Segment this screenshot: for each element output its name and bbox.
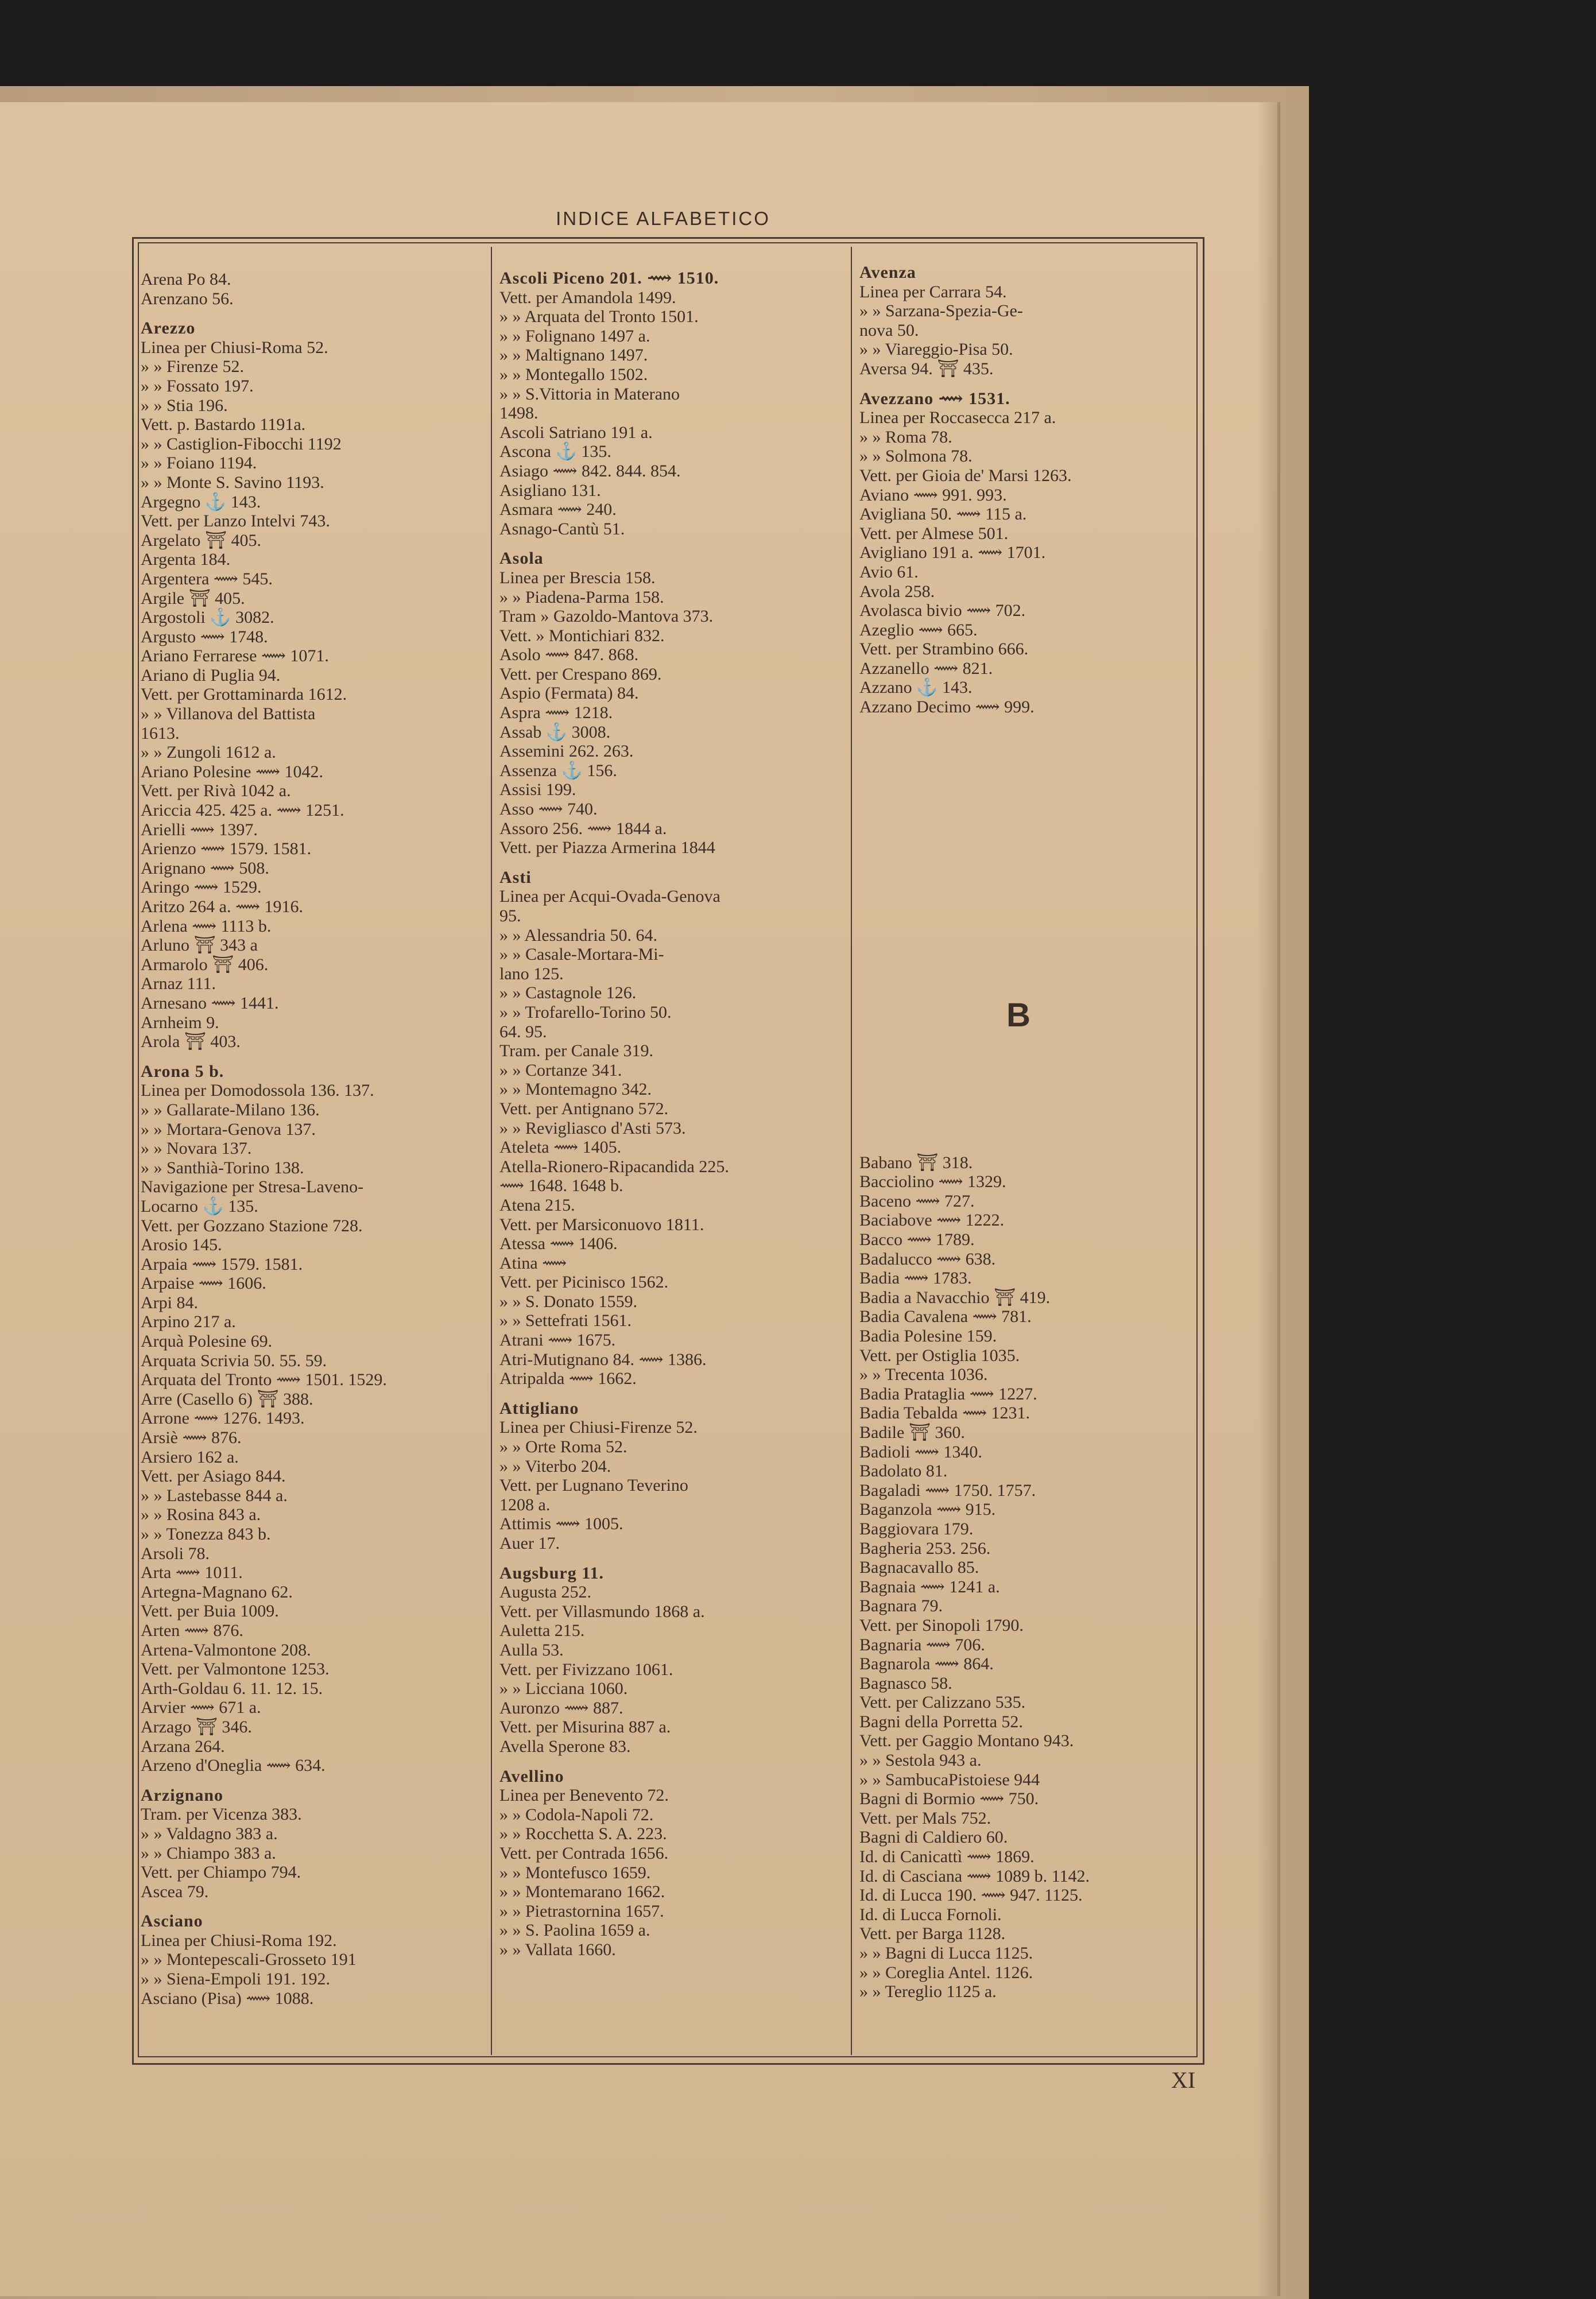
- page-number: XI: [1171, 2067, 1196, 2093]
- index-line: Avigliano 191 a. ⟿ 1701.: [859, 543, 1046, 563]
- index-line: Linea per Carrara 54.: [859, 282, 1007, 301]
- index-line: » » Zungoli 1612 a.: [141, 743, 276, 762]
- index-line: » » Castagnole 126.: [499, 983, 637, 1003]
- index-line: Aviano ⟿ 991. 993.: [859, 485, 1007, 505]
- index-line: » » Montegallo 1502.: [499, 365, 648, 384]
- index-line: Assemini 262. 263.: [499, 742, 634, 761]
- index-line: 95.: [499, 906, 521, 925]
- index-line: Azzanello ⟿ 821.: [859, 658, 993, 678]
- index-line: Id. di Casciana ⟿ 1089 b. 1142.: [859, 1866, 1090, 1886]
- index-line: Vett. per Buia 1009.: [141, 1602, 279, 1621]
- index-line: » » Casale-Mortara-Mi-: [499, 945, 664, 964]
- index-line: Argelato ⛩ 405.: [141, 530, 261, 550]
- index-line: Vett. per Antignano 572.: [499, 1099, 669, 1118]
- index-line: Asciano (Pisa) ⟿ 1088.: [141, 1988, 314, 2008]
- index-line: Bagnasco 58.: [859, 1673, 952, 1693]
- index-line: Linea per Acqui-Ovada-Genova: [499, 887, 720, 906]
- index-line: Vett. per Marsiconuovo 1811.: [499, 1215, 704, 1234]
- index-line: » » Arquata del Tronto 1501.: [499, 307, 699, 327]
- index-line: Assisi 199.: [499, 780, 576, 800]
- index-line: Vett. per Gaggio Montano 943.: [859, 1731, 1074, 1751]
- index-line: Arnaz 111.: [141, 974, 216, 994]
- index-line: » » SambucaPistoiese 944: [859, 1770, 1040, 1789]
- index-line: » » Roma 78.: [859, 427, 952, 447]
- index-line: Bagnaria ⟿ 706.: [859, 1635, 985, 1654]
- index-line: Linea per Roccasecca 217 a.: [859, 408, 1056, 428]
- index-line: Tram » Gazoldo-Mantova 373.: [499, 607, 714, 626]
- index-line: Asso ⟿ 740.: [499, 800, 598, 819]
- index-line: Badalucco ⟿ 638.: [859, 1249, 996, 1269]
- index-line: Arpi 84.: [141, 1293, 198, 1312]
- index-line: Auer 17.: [499, 1534, 560, 1553]
- index-line: Ascoli Piceno 201. ⟿ 1510.: [499, 269, 719, 288]
- index-line: Arosio 145.: [141, 1235, 222, 1255]
- index-line: Badioli ⟿ 1340.: [859, 1442, 982, 1461]
- index-line: » » Trofarello-Torino 50.: [499, 1002, 672, 1022]
- index-line: Arpaise ⟿ 1606.: [141, 1274, 266, 1293]
- index-line: Tram. per Canale 319.: [499, 1041, 654, 1061]
- index-line: Arth-Goldau 6. 11. 12. 15.: [141, 1678, 323, 1698]
- index-line: Babano ⛩ 318.: [859, 1153, 973, 1172]
- index-line: Baganzola ⟿ 915.: [859, 1500, 996, 1519]
- index-line: lano 125.: [499, 964, 564, 983]
- index-line: » » Solmona 78.: [859, 447, 973, 466]
- index-line: » » Montefusco 1659.: [499, 1863, 651, 1882]
- index-line: » » Mortara-Genova 137.: [141, 1119, 316, 1139]
- index-line: Auletta 215.: [499, 1621, 585, 1641]
- index-line: » » Viterbo 204.: [499, 1456, 611, 1476]
- index-line: 1208 a.: [499, 1495, 551, 1514]
- index-line: Baciabove ⟿ 1222.: [859, 1211, 1005, 1230]
- index-line: Avio 61.: [859, 562, 919, 581]
- index-line: Linea per Brescia 158.: [499, 568, 656, 587]
- index-line: Arre (Casello 6) ⛩ 388.: [141, 1389, 313, 1409]
- index-line: Artegna-Magnano 62.: [141, 1582, 293, 1602]
- index-line: Artena-Valmontone 208.: [141, 1640, 311, 1660]
- index-column-1: [141, 270, 387, 2008]
- index-line: Badia a Navacchio ⛩ 419.: [859, 1288, 1051, 1307]
- index-line: » » Lastebasse 844 a.: [141, 1486, 288, 1505]
- index-line: Argusto ⟿ 1748.: [141, 627, 268, 646]
- index-line: Avella Sperone 83.: [499, 1736, 631, 1756]
- index-line: » » Piadena-Parma 158.: [499, 587, 664, 607]
- index-line: » » Rosina 843 a.: [141, 1505, 261, 1525]
- index-line: Azzano Decimo ⟿ 999.: [859, 697, 1035, 717]
- index-line: Atina ⟿: [499, 1253, 567, 1273]
- index-line: Arquata del Tronto ⟿ 1501. 1529.: [141, 1370, 387, 1390]
- index-line: Vett. per Almese 501.: [859, 524, 1009, 543]
- index-line: Asmara ⟿ 240.: [499, 500, 617, 519]
- index-line: Badia ⟿ 1783.: [859, 1269, 972, 1288]
- index-line: Baggiovara 179.: [859, 1519, 974, 1538]
- index-line: » » S. Paolina 1659 a.: [499, 1921, 650, 1940]
- index-line: Arzeno d'Oneglia ⟿ 634.: [141, 1756, 326, 1775]
- index-line: Navigazione per Stresa-Laveno-: [141, 1177, 364, 1197]
- index-line: » » Bagni di Lucca 1125.: [859, 1944, 1033, 1963]
- index-line: » » Trecenta 1036.: [859, 1365, 988, 1385]
- index-line: » » Montepescali-Grosseto 191: [141, 1950, 357, 1970]
- index-line: Badia Tebalda ⟿ 1231.: [859, 1404, 1030, 1423]
- index-line: » » Gallarate-Milano 136.: [141, 1100, 320, 1119]
- index-line: Vett. per Amandola 1499.: [499, 288, 676, 307]
- index-line: Id. di Canicattì ⟿ 1869.: [859, 1847, 1035, 1867]
- index-line: Vett. per Ostiglia 1035.: [859, 1346, 1020, 1365]
- index-line: Id. di Lucca Fornoli.: [859, 1905, 1002, 1924]
- index-line: Arsiero 162 a.: [141, 1447, 239, 1467]
- index-line: Augsburg 11.: [499, 1563, 605, 1583]
- index-line: » » Sarzana-Spezia-Ge-: [859, 301, 1023, 321]
- index-line: Arvier ⟿ 671 a.: [141, 1698, 261, 1718]
- index-line: » » Coreglia Antel. 1126.: [859, 1963, 1033, 1982]
- index-line: Vett. per Asiago 844.: [141, 1467, 286, 1486]
- index-line: » » Pietrastornina 1657.: [499, 1901, 664, 1921]
- index-line: Asola: [499, 549, 544, 568]
- index-line: Linea per Chiusi-Firenze 52.: [499, 1418, 698, 1437]
- index-line: Badia Cavalena ⟿ 781.: [859, 1307, 1032, 1327]
- index-line: Arena Po 84.: [141, 270, 231, 289]
- index-line: Azzano ⚓ 143.: [859, 678, 973, 697]
- index-line: Ariccia 425. 425 a. ⟿ 1251.: [141, 801, 344, 820]
- index-line: Argegno ⚓ 143.: [141, 492, 261, 511]
- index-column-3: [859, 263, 1090, 2002]
- index-line: Assoro 256. ⟿ 1844 a.: [499, 819, 667, 838]
- index-line: Argenta 184.: [141, 550, 231, 569]
- index-line: Bagni di Bormio ⟿ 750.: [859, 1789, 1039, 1809]
- index-line: Vett. per Fivizzano 1061.: [499, 1660, 673, 1679]
- index-line: Aspra ⟿ 1218.: [499, 703, 613, 723]
- index-line: Arielli ⟿ 1397.: [141, 820, 258, 839]
- index-line: Id. di Lucca 190. ⟿ 947. 1125.: [859, 1886, 1083, 1905]
- index-line: » » S. Donato 1559.: [499, 1292, 637, 1311]
- index-line: Aritzo 264 a. ⟿ 1916.: [141, 897, 303, 916]
- index-line: Arnesano ⟿ 1441.: [141, 993, 279, 1013]
- index-line: » » Rocchetta S. A. 223.: [499, 1824, 667, 1844]
- index-line: Arezzo: [141, 319, 196, 338]
- index-line: Arola ⛩ 403.: [141, 1032, 241, 1052]
- index-line: » » Fossato 197.: [141, 376, 254, 396]
- index-line: Arzago ⛩ 346.: [141, 1717, 252, 1736]
- index-line: Tram. per Vicenza 383.: [141, 1805, 302, 1824]
- index-line: Argostoli ⚓ 3082.: [141, 608, 274, 627]
- index-line: Argile ⛩ 405.: [141, 588, 245, 608]
- index-line: Asciano: [141, 1912, 203, 1931]
- index-line: Vett. per Gioia de' Marsi 1263.: [859, 466, 1072, 485]
- index-line: Linea per Domodossola 136. 137.: [141, 1081, 374, 1100]
- index-column-2: [499, 269, 729, 1959]
- index-line: » » Settefrati 1561.: [499, 1311, 632, 1331]
- index-line: Bagnara 79.: [859, 1596, 943, 1616]
- index-line: » » Alessandria 50. 64.: [499, 925, 657, 945]
- index-line: » » Vallata 1660.: [499, 1940, 616, 1959]
- index-line: » » Montemagno 342.: [499, 1080, 652, 1099]
- index-line: Avola 258.: [859, 581, 935, 601]
- index-line: Assab ⚓ 3008.: [499, 722, 611, 742]
- index-line: » » Santhià-Torino 138.: [141, 1158, 304, 1177]
- index-line: Aversa 94. ⛩ 435.: [859, 359, 994, 378]
- index-line: Arsiè ⟿ 876.: [141, 1428, 242, 1448]
- index-line: Arluno ⛩ 343 a: [141, 936, 258, 955]
- index-line: 1498.: [499, 404, 539, 423]
- index-line: Badia Prataglia ⟿ 1227.: [859, 1384, 1037, 1404]
- index-line: Ascea 79.: [141, 1882, 209, 1901]
- index-line: Asolo ⟿ 847. 868.: [499, 645, 639, 665]
- index-line: Vett. per Sinopoli 1790.: [859, 1615, 1024, 1635]
- index-line: Vett. per Crespano 869.: [499, 664, 662, 684]
- column-divider-1: [491, 247, 492, 2055]
- index-line: 64. 95.: [499, 1022, 547, 1041]
- index-line: Vett. per Picinisco 1562.: [499, 1273, 669, 1292]
- index-line: Atri-Mutignano 84. ⟿ 1386.: [499, 1350, 707, 1369]
- index-line: Avigliana 50. ⟿ 115 a.: [859, 505, 1027, 524]
- index-line: Asti: [499, 867, 532, 887]
- section-letter: B: [1006, 997, 1031, 1034]
- index-line: Arquata Scrivia 50. 55. 59.: [141, 1351, 327, 1370]
- index-line: Bagnacavallo 85.: [859, 1558, 979, 1577]
- index-line: Vett. per Misurina 887 a.: [499, 1718, 671, 1737]
- index-line: Linea per Benevento 72.: [499, 1786, 669, 1805]
- index-line: » » Stia 196.: [141, 396, 228, 415]
- page-shadow: [1257, 102, 1280, 2296]
- index-line: Vett. per Strambino 666.: [859, 639, 1029, 659]
- index-line: Atripalda ⟿ 1662.: [499, 1369, 637, 1389]
- index-line: Ariano di Puglia 94.: [141, 665, 281, 685]
- index-line: » » Tonezza 843 b.: [141, 1525, 271, 1544]
- index-line: » » Montemarano 1662.: [499, 1882, 665, 1902]
- index-line: Ariano Ferrarese ⟿ 1071.: [141, 646, 329, 666]
- index-line: Arta ⟿ 1011.: [141, 1563, 243, 1583]
- index-line: » » Novara 137.: [141, 1139, 252, 1158]
- column-divider-2: [851, 247, 852, 2055]
- index-line: Avolasca bivio ⟿ 702.: [859, 601, 1026, 621]
- index-line: » » Orte Roma 52.: [499, 1437, 627, 1457]
- index-line: Asigliano 131.: [499, 480, 601, 500]
- index-line: Vett. per Villasmundo 1868 a.: [499, 1602, 705, 1621]
- index-line: Linea per Chiusi-Roma 52.: [141, 338, 328, 357]
- index-line: Badolato 81.: [859, 1461, 948, 1481]
- index-line: Badia Polesine 159.: [859, 1327, 997, 1346]
- index-line: Vett. » Montichiari 832.: [499, 626, 665, 645]
- index-line: Vett. per Gozzano Stazione 728.: [141, 1216, 363, 1235]
- index-line: Atella-Rionero-Ripacandida 225.: [499, 1157, 729, 1176]
- index-line: Locarno ⚓ 135.: [141, 1196, 258, 1216]
- index-line: Argentera ⟿ 545.: [141, 569, 273, 588]
- index-line: » » Cortanze 341.: [499, 1060, 622, 1080]
- index-line: Assenza ⚓ 156.: [499, 761, 617, 780]
- index-line: Vett. per Valmontone 1253.: [141, 1660, 330, 1679]
- index-line: Auronzo ⟿ 887.: [499, 1698, 623, 1718]
- index-line: » » S.Vittoria in Materano: [499, 384, 680, 404]
- index-line: 1613.: [141, 723, 180, 743]
- page-header: INDICE ALFABETICO: [556, 208, 770, 229]
- index-line: Vett. per Lanzo Intelvi 743.: [141, 511, 330, 531]
- index-line: ⟿ 1648. 1648 b.: [499, 1176, 623, 1196]
- index-line: Arienzo ⟿ 1579. 1581.: [141, 839, 312, 859]
- index-line: Vett. per Lugnano Teverino: [499, 1476, 688, 1495]
- index-line: Arona 5 b.: [141, 1061, 224, 1081]
- index-line: Bagnarola ⟿ 864.: [859, 1654, 994, 1674]
- index-line: » » Foiano 1194.: [141, 453, 257, 473]
- index-line: Bagnaia ⟿ 1241 a.: [859, 1577, 1000, 1596]
- index-line: Arpaia ⟿ 1579. 1581.: [141, 1254, 303, 1274]
- index-line: » » Folignano 1497 a.: [499, 326, 650, 346]
- index-line: Arsoli 78.: [141, 1544, 210, 1563]
- index-line: Bagni della Porretta 52.: [859, 1712, 1023, 1731]
- index-line: Vett. per Barga 1128.: [859, 1924, 1006, 1944]
- index-line: Augusta 252.: [499, 1583, 591, 1602]
- index-line: Vett. per Piazza Armerina 1844: [499, 838, 715, 858]
- index-line: » » Valdagno 383 a.: [141, 1824, 278, 1843]
- index-line: Arquà Polesine 69.: [141, 1332, 273, 1351]
- index-line: Badile ⛩ 360.: [859, 1422, 965, 1442]
- index-line: Arten ⟿ 876.: [141, 1620, 243, 1640]
- index-line: Ascoli Satriano 191 a.: [499, 422, 653, 442]
- index-line: nova 50.: [859, 320, 919, 340]
- index-line: Arpino 217 a.: [141, 1312, 236, 1332]
- index-line: Azeglio ⟿ 665.: [859, 620, 978, 639]
- index-line: Aspio (Fermata) 84.: [499, 684, 639, 703]
- index-line: Avenza: [859, 263, 916, 282]
- index-line: Aringo ⟿ 1529.: [141, 878, 262, 897]
- index-line: Arnheim 9.: [141, 1013, 219, 1032]
- index-line: Ateleta ⟿ 1405.: [499, 1138, 622, 1157]
- index-line: Vett. per Contrada 1656.: [499, 1843, 669, 1863]
- index-line: Aulla 53.: [499, 1640, 564, 1660]
- index-line: » » Codola-Napoli 72.: [499, 1805, 654, 1824]
- index-line: Arrone ⟿ 1276. 1493.: [141, 1409, 305, 1428]
- index-line: Arzignano: [141, 1785, 223, 1805]
- index-line: » » Siena-Empoli 191. 192.: [141, 1970, 330, 1989]
- index-line: Arenzano 56.: [141, 289, 234, 308]
- index-line: Vett. per Mals 752.: [859, 1808, 991, 1828]
- index-line: Armarolo ⛩ 406.: [141, 955, 269, 974]
- index-line: Vett. per Chiampo 794.: [141, 1863, 301, 1882]
- index-line: » » Viareggio-Pisa 50.: [859, 340, 1013, 359]
- index-line: Vett. per Grottaminarda 1612.: [141, 685, 347, 704]
- index-line: Arignano ⟿ 508.: [141, 858, 269, 878]
- index-line: » » Chiampo 383 a.: [141, 1843, 276, 1863]
- index-line: Attimis ⟿ 1005.: [499, 1514, 623, 1534]
- index-line: Avellino: [499, 1766, 564, 1786]
- index-line: Atena 215.: [499, 1195, 575, 1215]
- index-line: Bacco ⟿ 1789.: [859, 1230, 975, 1250]
- index-line: » » Villanova del Battista: [141, 704, 316, 724]
- index-line: Vett. per Calizzano 535.: [859, 1693, 1026, 1712]
- index-line: Asnago-Cantù 51.: [499, 519, 625, 538]
- index-line: Arzana 264.: [141, 1736, 225, 1756]
- index-line: Baceno ⟿ 727.: [859, 1191, 975, 1211]
- index-line: » » Castiglion-Fibocchi 1192: [141, 434, 342, 453]
- index-line: Ariano Polesine ⟿ 1042.: [141, 762, 323, 781]
- index-line: Linea per Chiusi-Roma 192.: [141, 1930, 337, 1950]
- index-line: » » Monte S. Savino 1193.: [141, 472, 324, 492]
- index-line: Bacciolino ⟿ 1329.: [859, 1172, 1006, 1192]
- index-line: Vett. p. Bastardo 1191a.: [141, 415, 306, 435]
- index-line: » » Tereglio 1125 a.: [859, 1982, 997, 2002]
- index-line: » » Maltignano 1497.: [499, 346, 648, 365]
- index-line: Vett. per Rivà 1042 a.: [141, 781, 291, 801]
- index-line: » » Licciana 1060.: [499, 1679, 628, 1699]
- index-line: Atessa ⟿ 1406.: [499, 1234, 618, 1254]
- index-line: » » Firenze 52.: [141, 357, 244, 377]
- index-line: Avezzano ⟿ 1531.: [859, 389, 1010, 408]
- index-line: » » Revigliasco d'Asti 573.: [499, 1118, 686, 1138]
- index-line: Attigliano: [499, 1398, 579, 1418]
- index-line: Bagheria 253. 256.: [859, 1538, 991, 1558]
- index-line: Bagaladi ⟿ 1750. 1757.: [859, 1480, 1036, 1500]
- index-line: Arlena ⟿ 1113 b.: [141, 916, 272, 936]
- index-line: Atrani ⟿ 1675.: [499, 1331, 616, 1350]
- index-line: Bagni di Caldiero 60.: [859, 1828, 1008, 1847]
- index-line: Ascona ⚓ 135.: [499, 442, 611, 462]
- index-line: Asiago ⟿ 842. 844. 854.: [499, 461, 681, 480]
- index-line: » » Sestola 943 a.: [859, 1751, 982, 1770]
